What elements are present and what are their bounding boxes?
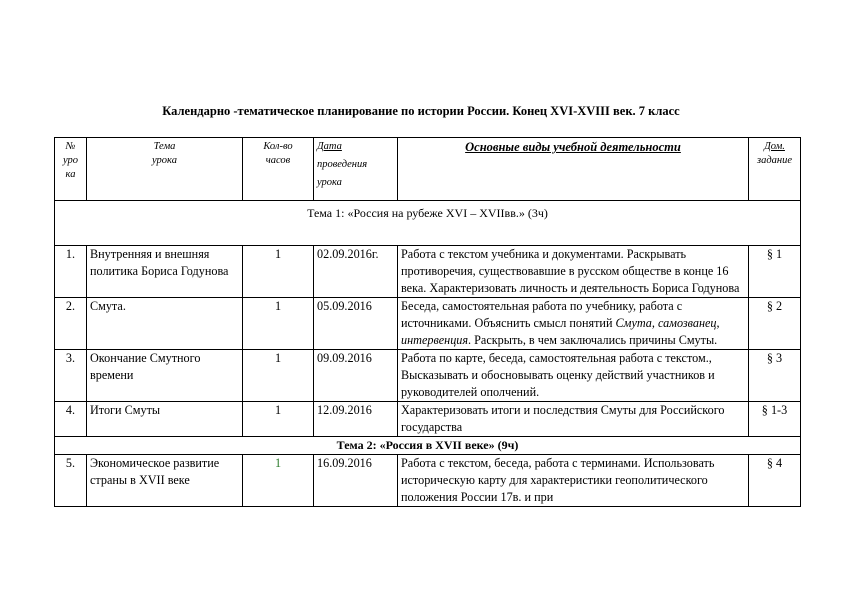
- lesson-homework: § 1-3: [749, 402, 801, 437]
- lesson-topic: Экономическое развитие страны в XVII веке: [87, 455, 243, 507]
- header-hours: Кол-во часов: [243, 138, 314, 201]
- lesson-hours: 1: [243, 246, 314, 298]
- lesson-number: 2.: [55, 298, 87, 350]
- lesson-number: 4.: [55, 402, 87, 437]
- page-title: Календарно -тематическое планирование по истории России. Конец XVI-XVIII век. 7 класс: [162, 104, 680, 118]
- activity-terms: Смута, самозванец, интервенция: [401, 316, 720, 347]
- lesson-activity: Работа с текстом, беседа, работа с терминами. Использовать историческую карту для характеристики геополитического положения России 17в. и при: [398, 455, 749, 507]
- lesson-number: 3.: [55, 350, 87, 402]
- header-activity: Основные виды учебной деятельности: [398, 138, 749, 201]
- lesson-date: 16.09.2016: [314, 455, 398, 507]
- lesson-activity: Работа с текстом учебника и документами. Раскрывать противоречия, существовавшие в русском обществе в конце 16 века. Характеризовать личность и деятельность Бориса Годунова: [398, 246, 749, 298]
- lesson-date: 05.09.2016: [314, 298, 398, 350]
- lesson-number: 5.: [55, 455, 87, 507]
- table-row: [55, 298, 801, 350]
- theme-1-title: Тема 1: «Россия на рубеже XVI – XVIIвв.» (3ч): [55, 201, 801, 246]
- lesson-date: 12.09.2016: [314, 402, 398, 437]
- lesson-hours: 1: [243, 455, 314, 507]
- table-row: [55, 402, 801, 437]
- table-row: [55, 350, 801, 402]
- lesson-date: 02.09.2016г.: [314, 246, 398, 298]
- header-date: Дата проведения урока: [314, 138, 398, 201]
- header-topic: Тема урока: [87, 138, 243, 201]
- header-number: № уро ка: [55, 138, 87, 201]
- lesson-homework: § 4: [749, 455, 801, 507]
- lesson-hours: 1: [243, 402, 314, 437]
- lesson-hours: 1: [243, 298, 314, 350]
- lesson-activity: Беседа, самостоятельная работа по учебнику, работа с источниками. Объяснить смысл понятий Смута, самозванец, интервенция. Раскрыть, в чем заключались причины Смуты.: [398, 298, 749, 350]
- lesson-hours: 1: [243, 350, 314, 402]
- lesson-number: 1.: [55, 246, 87, 298]
- theme-1-row: [55, 201, 801, 246]
- lesson-plan-table: [54, 137, 801, 507]
- theme-2-title: Тема 2: «Россия в XVII веке» (9ч): [55, 437, 801, 455]
- lesson-topic: Смута.: [87, 298, 243, 350]
- header-homework: Дом. задание: [749, 138, 801, 201]
- table-header-row: [55, 138, 801, 201]
- lesson-homework: § 3: [749, 350, 801, 402]
- table-row: [55, 246, 801, 298]
- lesson-topic: Окончание Смутного времени: [87, 350, 243, 402]
- lesson-topic: Итоги Смуты: [87, 402, 243, 437]
- lesson-topic: Внутренняя и внешняя политика Бориса Годунова: [87, 246, 243, 298]
- lesson-homework: § 2: [749, 298, 801, 350]
- lesson-homework: § 1: [749, 246, 801, 298]
- table-row: [55, 455, 801, 507]
- lesson-activity: Работа по карте, беседа, самостоятельная работа с текстом., Высказывать и обосновывать оценку действий участников и руководителей ополчений.: [398, 350, 749, 402]
- theme-2-row: [55, 437, 801, 455]
- lesson-date: 09.09.2016: [314, 350, 398, 402]
- lesson-activity: Характеризовать итоги и последствия Смуты для Российского государства: [398, 402, 749, 437]
